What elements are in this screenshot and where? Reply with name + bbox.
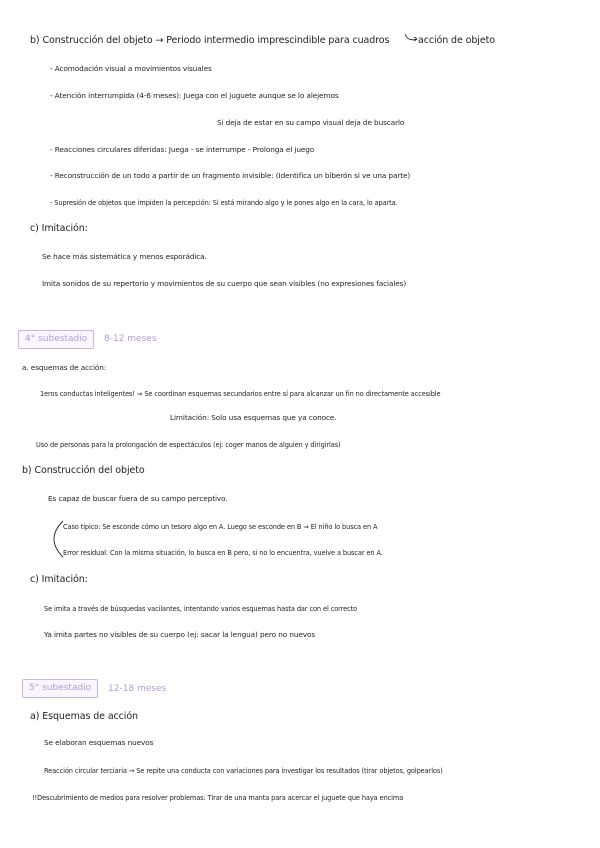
list-item: Se elaboran esquemas nuevos <box>44 738 154 747</box>
list-item: Si deja de estar en su campo visual deja de buscarlo <box>217 118 405 127</box>
list-item: Es capaz de buscar fuera de su campo perceptivo. <box>48 494 228 503</box>
section-b-heading: b) Construcción del objeto → Periodo intermedio imprescindible para cuadros <box>30 35 390 46</box>
list-item: Ya imita partes no visibles de su cuerpo (ej: sacar la lengua) pero no nuevos <box>44 630 316 639</box>
section-a-heading: a) Esquemas de acción <box>30 711 138 722</box>
list-item: Caso típico: Se esconde cómo un tesoro algo en A. Luego se esconde en B ⇒ El niño lo busca en A <box>63 523 378 531</box>
substage-5-range: 12-18 meses <box>108 684 167 694</box>
list-item: Error residual: Con la misma situación, lo busca en B pero, si no lo encuentra, vuelve a buscar en A. <box>63 549 383 557</box>
list-item: Reacción circular terciaria → Se repite una conducta con variaciones para investigar los resultados (tirar objetos, golpearlos) <box>44 767 443 775</box>
list-item: Uso de personas para la prolongación de espectáculos (ej: coger manos de alguien y dirigirlas) <box>36 441 341 449</box>
section-a-heading: a. esquemas de acción: <box>22 363 107 372</box>
list-item: - Supresión de objetos que impiden la percepción: Si está mirando algo y le pones algo en la cara, lo aparta. <box>50 199 398 207</box>
list-item: Imita sonidos de su repertorio y movimientos de su cuerpo que sean visibles (no expresiones faciales) <box>42 279 407 288</box>
list-item: - Reconstrucción de un todo a partir de un fragmento invisible: (Identifica un biberón si ve una parte) <box>50 171 411 180</box>
substage-4-badge: 4° subestadio <box>18 330 94 349</box>
section-b-heading: b) Construcción del objeto <box>22 465 145 476</box>
list-item: - Acomodación visual a movimientos visuales <box>50 64 212 73</box>
list-item: Se imita a través de búsquedas vacilantes, intentando varios esquemas hasta dar con el correcto <box>44 605 358 613</box>
curved-arrow-icon <box>404 32 418 42</box>
list-item: Limitación: Solo usa esquemas que ya conoce. <box>170 413 337 422</box>
list-item: !!Descubrimiento de medios para resolver problemas: Tirar de una manta para acercar el juguete que haya encima <box>32 794 404 802</box>
substage-4-range: 8-12 meses <box>104 334 157 344</box>
substage-5-badge: 5° subestadio <box>22 679 98 698</box>
list-item: - Atención interrumpida (4-6 meses): Juega con el juguete aunque se lo alejemos <box>50 91 339 100</box>
section-b-heading-tail: acción de objeto <box>418 35 495 46</box>
section-c-heading: c) Imitación: <box>30 574 88 585</box>
list-item: Se hace más sistemática y menos esporádica. <box>42 252 207 261</box>
list-item: 1eros conductas inteligentes! ⇒ Se coordinan esquemas secundarios entre sí para alcanzar un fin no directamente accesible <box>40 390 441 398</box>
list-item: - Reacciones circulares diferidas: Juega - se interrumpe - Prolonga el juego <box>50 145 315 154</box>
section-c-heading: c) Imitación: <box>30 223 88 234</box>
